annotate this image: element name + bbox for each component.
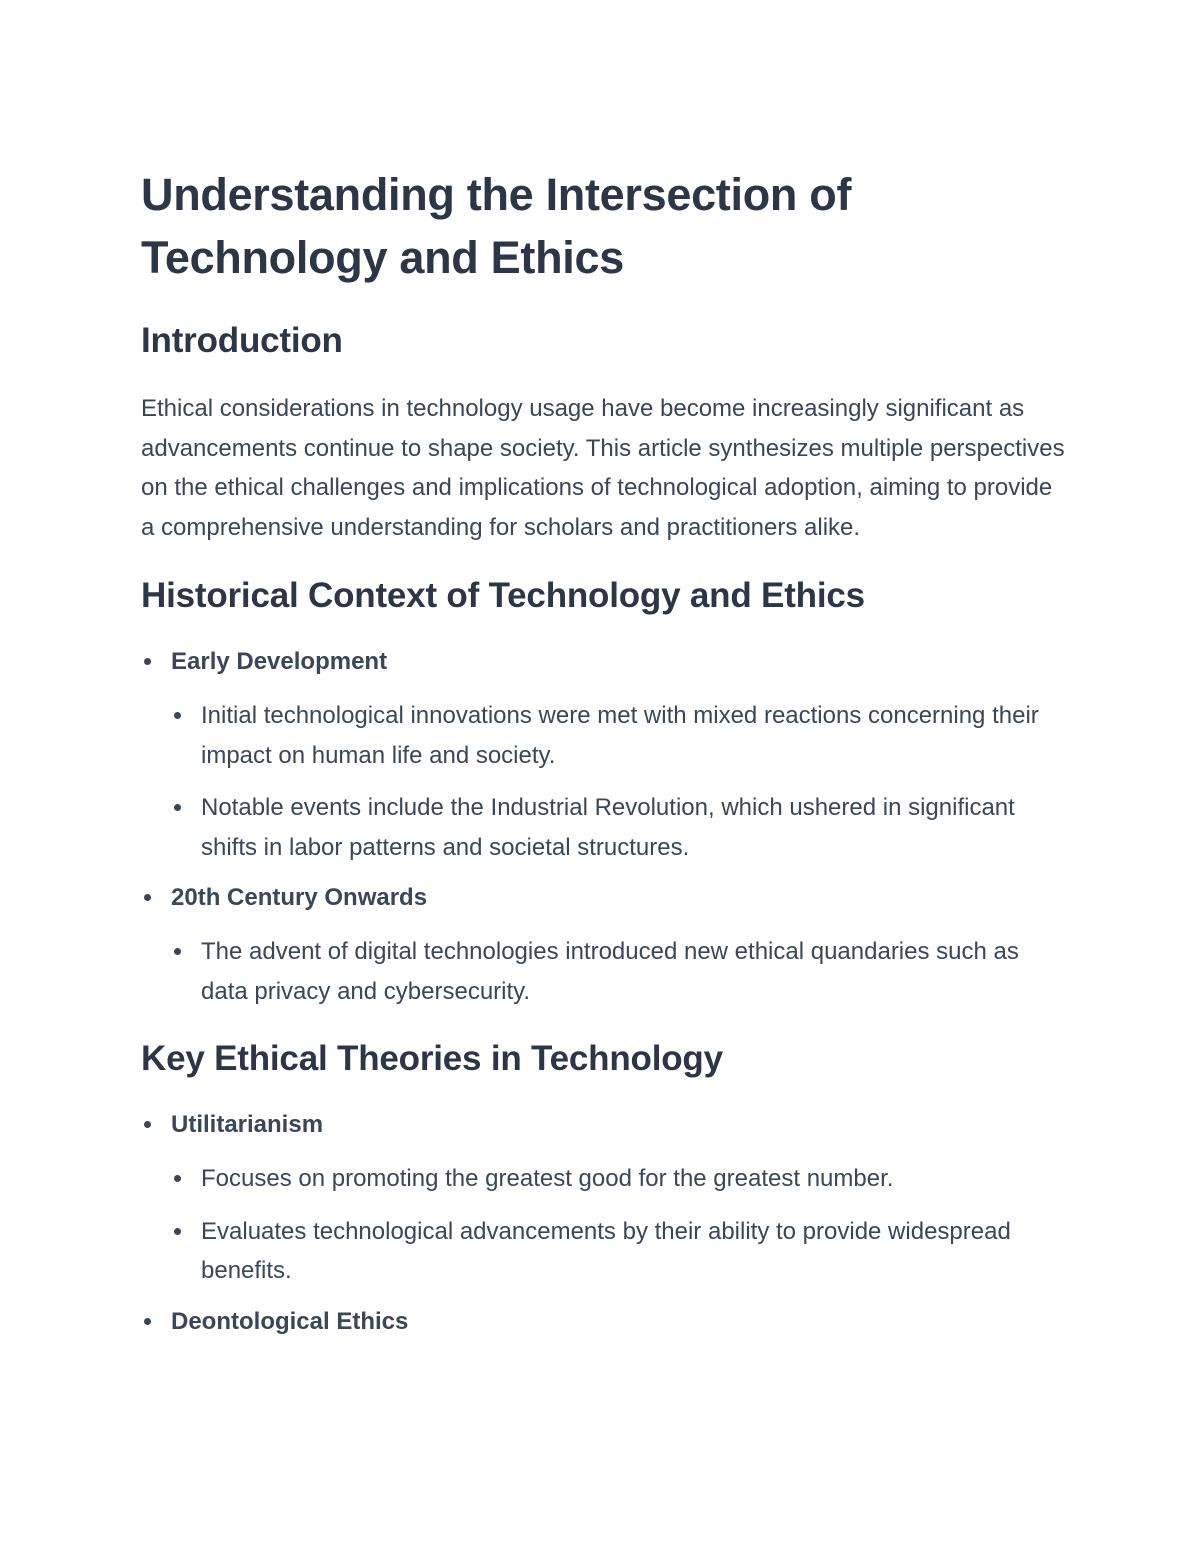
bullet-icon bbox=[144, 894, 151, 901]
sub-list-item-text: Initial technological innovations were met with mixed reactions concerning their impact on human life and society. bbox=[201, 702, 1039, 769]
list-item-label: Utilitarianism bbox=[171, 1111, 324, 1138]
sub-list-item bbox=[171, 696, 1071, 775]
historical-context-heading: Historical Context of Technology and Ethics bbox=[141, 576, 865, 615]
introduction-heading: Introduction bbox=[141, 321, 343, 360]
sub-list bbox=[171, 696, 1071, 867]
introduction-paragraph: Ethical considerations in technology usage have become increasingly significant as advancements continue to shape society. This article synthesizes multiple perspectives on the ethical challenges and implications of technological adoption, aiming to provide a comprehensive understanding for scholars and practitioners alike. bbox=[141, 395, 1065, 541]
sub-list-item-text: The advent of digital technologies introduced new ethical quandaries such as data privacy and cybersecurity. bbox=[201, 938, 1019, 1005]
ethical-theories-heading: Key Ethical Theories in Technology bbox=[141, 1039, 723, 1078]
sub-list bbox=[171, 1159, 1071, 1291]
bullet-icon bbox=[144, 1318, 151, 1325]
bullet-icon bbox=[174, 1228, 181, 1235]
sub-list-item bbox=[171, 1212, 1071, 1291]
document-page bbox=[141, 163, 1071, 1343]
sub-list-item bbox=[171, 932, 1071, 1011]
ethical-theories-list bbox=[141, 1107, 1071, 1340]
list-item-label: 20th Century Onwards bbox=[171, 884, 428, 911]
bullet-icon bbox=[174, 1175, 181, 1182]
bullet-icon bbox=[144, 1121, 151, 1128]
sub-list-item bbox=[171, 1159, 1071, 1199]
list-item-label: Deontological Ethics bbox=[171, 1307, 409, 1335]
sub-list-item-text: Notable events include the Industrial Revolution, which ushered in significant shifts in labor patterns and societal structures. bbox=[201, 794, 1015, 861]
sub-list-item bbox=[171, 788, 1071, 867]
list-item-utilitarianism bbox=[141, 1107, 1071, 1291]
sub-list-item-text: Evaluates technological advancements by their ability to provide widespread benefits. bbox=[201, 1217, 1011, 1284]
document-title: Understanding the Intersection of Technology and Ethics bbox=[141, 169, 852, 283]
bullet-icon bbox=[174, 948, 181, 955]
historical-context-list bbox=[141, 644, 1071, 1011]
bullet-icon bbox=[174, 804, 181, 811]
list-item-20th-century bbox=[141, 880, 1071, 1011]
sub-list-item-text: Focuses on promoting the greatest good for the greatest number. bbox=[201, 1165, 894, 1192]
bullet-icon bbox=[144, 658, 151, 665]
list-item-early-development bbox=[141, 644, 1071, 867]
list-item-deontological-ethics bbox=[141, 1304, 1071, 1340]
list-item-label: Early Development bbox=[171, 648, 388, 675]
bullet-icon bbox=[174, 712, 181, 719]
sub-list bbox=[171, 932, 1071, 1011]
